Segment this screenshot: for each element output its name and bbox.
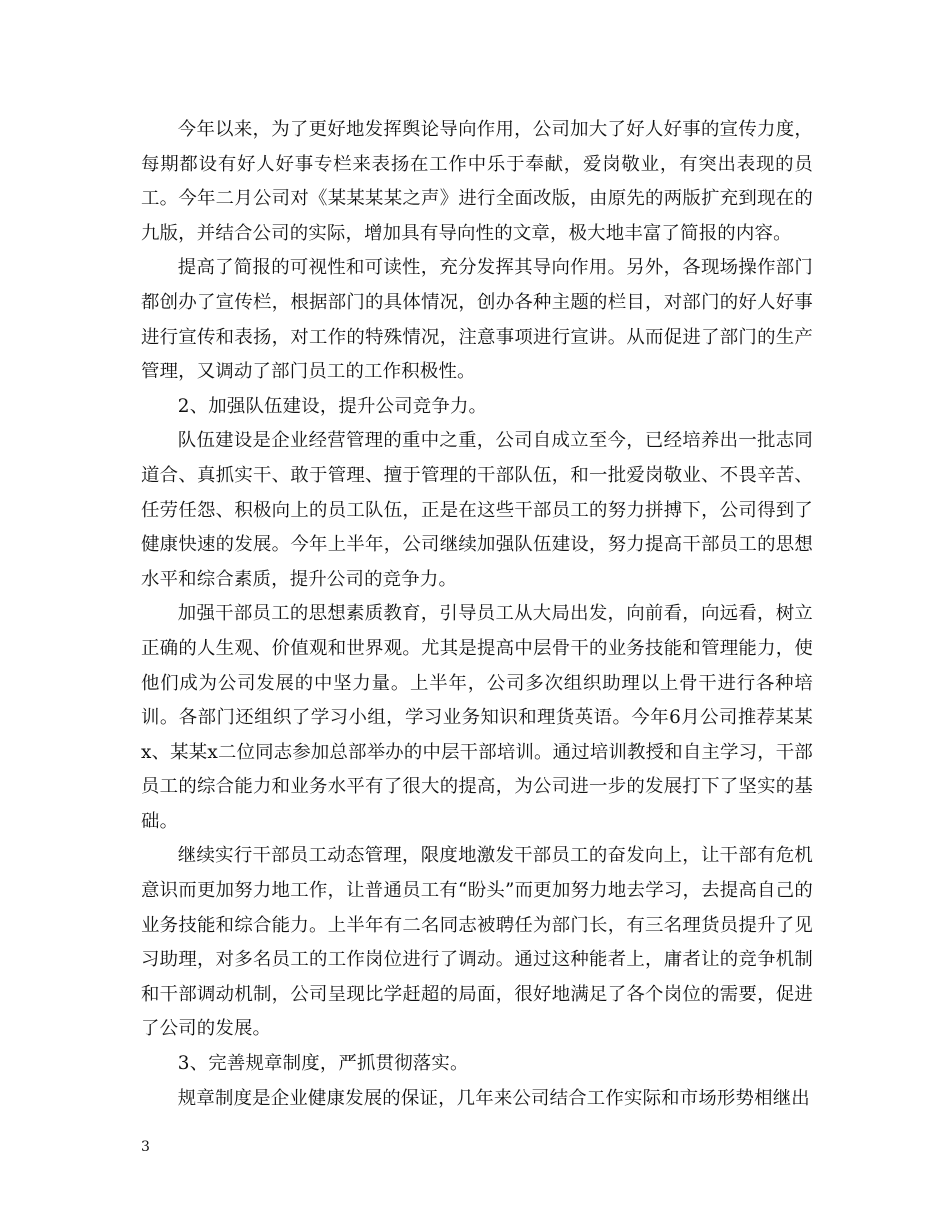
section-heading-team-building: 2、加强队伍建设，提升公司竞争力。 [177, 395, 488, 417]
paragraph-training: 加强干部员工的思想素质教育，引导员工从大局出发，向前看，向远看，树立正确的人生观、价值观和世界观。尤其是提高中层骨干的业务技能和管理能力，使他们成为公司发展的中坚力量。上半年，公司多次组织助理以上骨干进行各种培训。各部门还组织了学习小组，学习业务知识和理货英语。今年6月公司推荐某某x、某某x二位同志参加总部举办的中层干部培训。通过培训教授和自主学习，干部员工的综合能力和业务水平有了很大的提高，为公司进一步的发展打下了坚实的基础。 [141, 603, 813, 832]
document-body [141, 113, 813, 1116]
paragraph-dynamic-management: 继续实行干部员工动态管理，限度地激发干部员工的奋发向上，让干部有危机意识而更加努力地工作，让普通员工有“盼头”而更加努力地去学习，去提高自己的业务技能和综合能力。上半年有二名同志被聘任为部门长，有三名理货员提升了见习助理，对多名员工的工作岗位进行了调动。通过这种能者上，庸者让的竞争机制和干部调动机制，公司呈现比学赶超的局面，很好地满足了各个岗位的需要，促进了公司的发展。 [141, 845, 813, 1040]
paragraph-team-building: 队伍建设是企业经营管理的重中之重，公司自成立至今，已经培养出一批志同道合、真抓实干、敢于管理、擅于管理的干部队伍，和一批爱岗敬业、不畏辛苦、任劳任怨、积极向上的员工队伍，正是在这些干部员工的努力拼搏下，公司得到了健康快速的发展。今年上半年，公司继续加强队伍建设，努力提高干部员工的思想水平和综合素质，提升公司的竞争力。 [141, 430, 813, 590]
page-number: 3 [141, 1139, 150, 1155]
paragraph-briefing: 提高了简报的可视性和可读性，充分发挥其导向作用。另外，各现场操作部门都创办了宣传栏，根据部门的具体情况，创办各种主题的栏目，对部门的好人好事进行宣传和表扬，对工作的特殊情况，注意事项进行宣讲。从而促进了部门的生产管理，又调动了部门员工的工作积极性。 [141, 257, 813, 383]
paragraph-regulations: 规章制度是企业健康发展的保证，几年来公司结合工作实际和市场形势相继出 [177, 1087, 810, 1109]
paragraph-publicity: 今年以来，为了更好地发挥舆论导向作用，公司加大了好人好事的宣传力度，每期都设有好人好事专栏来表扬在工作中乐于奉献，爱岗敬业，有突出表现的员工。今年二月公司对《某某某某之声》进行全面改版，由原先的两版扩充到现在的九版，并结合公司的实际，增加具有导向性的文章，极大地丰富了简报的内容。 [141, 119, 813, 244]
section-heading-regulations: 3、完善规章制度，严抓贯彻落实。 [177, 1053, 469, 1075]
